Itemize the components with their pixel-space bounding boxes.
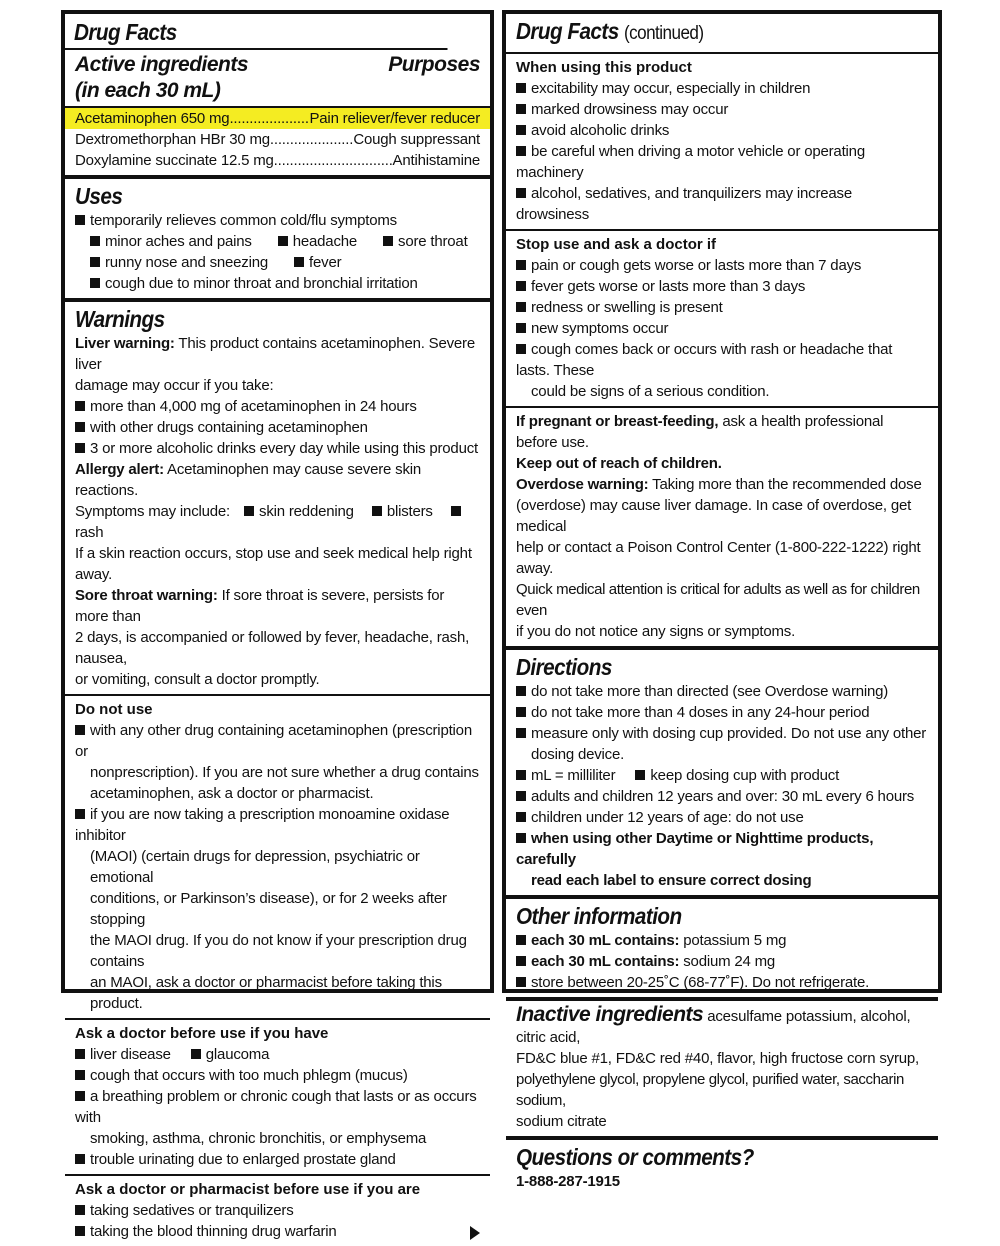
stop-use-item: could be signs of a serious condition. bbox=[531, 383, 770, 400]
bullet-icon bbox=[75, 1070, 85, 1080]
purposes-heading: Purposes bbox=[388, 53, 480, 76]
do-not-use-item: the MAOI drug. If you do not know if your prescription drug contains bbox=[90, 932, 467, 970]
inactive-ingredients-section bbox=[506, 1001, 938, 1140]
sore-throat-text: or vomiting, consult a doctor promptly. bbox=[75, 671, 320, 688]
bullet-icon bbox=[75, 725, 85, 735]
other-info-text: store between 20-25˚C (68-77˚F). Do not refrigerate. bbox=[531, 974, 870, 991]
direction-item: when using other Daytime or Nighttime products, carefully bbox=[516, 830, 874, 868]
stop-use-item: cough comes back or occurs with rash or headache that lasts. These bbox=[516, 341, 893, 379]
stop-use-item: redness or swelling is present bbox=[531, 299, 723, 316]
ask-doctor-item: cough that occurs with too much phlegm (mucus) bbox=[90, 1067, 408, 1084]
ask-pharmacist-item: taking sedatives or tranquilizers bbox=[90, 1202, 294, 1219]
phone-number: 1-888-287-1915 bbox=[516, 1173, 620, 1190]
do-not-use-item: nonprescription). If you are not sure whether a drug contains bbox=[90, 764, 479, 781]
use-item: fever bbox=[309, 254, 342, 271]
active-ingredients-heading: Active ingredients bbox=[75, 53, 249, 76]
uses-intro: temporarily relieves common cold/flu symptoms bbox=[90, 212, 397, 229]
other-info-label: each 30 mL contains: bbox=[531, 932, 680, 949]
bullet-icon bbox=[635, 770, 645, 780]
other-information-title: Other information bbox=[516, 903, 682, 929]
inactive-ingredients-text: polyethylene glycol, propylene glycol, purified water, saccharin sodium, bbox=[516, 1071, 904, 1109]
ingredient-row bbox=[75, 129, 480, 150]
questions-section bbox=[506, 1140, 938, 1196]
bullet-icon bbox=[90, 236, 100, 246]
ingredient-purpose: Pain reliever/fever reducer bbox=[309, 110, 480, 127]
continued-label: (continued) bbox=[623, 23, 704, 44]
bullet-icon bbox=[516, 188, 526, 198]
bullet-icon bbox=[516, 707, 526, 717]
bullet-icon bbox=[294, 257, 304, 267]
bullet-icon bbox=[516, 323, 526, 333]
questions-title: Questions or comments? bbox=[516, 1144, 754, 1170]
bullet-icon bbox=[516, 344, 526, 354]
directions-title: Directions bbox=[516, 654, 612, 680]
stop-use-section bbox=[506, 231, 938, 408]
active-ingredients-subheading: (in each 30 mL) bbox=[75, 79, 221, 102]
ask-pharmacist-section bbox=[65, 1174, 490, 1246]
drug-facts-panel-right bbox=[502, 10, 942, 1190]
direction-item: keep dosing cup with product bbox=[650, 767, 840, 784]
bullet-icon bbox=[516, 791, 526, 801]
use-item: headache bbox=[292, 233, 358, 250]
inactive-ingredients-text: acesulfame potassium, alcohol, citric acid, bbox=[516, 1008, 911, 1046]
uses-title: Uses bbox=[75, 183, 123, 209]
do-not-use-item: an MAOI, ask a doctor or pharmacist before taking this product. bbox=[90, 974, 442, 1012]
symptom-item: rash bbox=[75, 524, 104, 541]
stop-use-title: Stop use and ask a doctor if bbox=[516, 236, 717, 253]
direction-item: read each label to ensure correct dosing bbox=[531, 872, 812, 889]
bullet-icon bbox=[75, 422, 85, 432]
do-not-use-title: Do not use bbox=[75, 701, 153, 718]
direction-item: do not take more than 4 doses in any 24-hour period bbox=[531, 704, 870, 721]
when-using-item: excitability may occur, especially in children bbox=[531, 80, 811, 97]
bullet-icon bbox=[372, 506, 382, 516]
bullet-icon bbox=[516, 770, 526, 780]
do-not-use-item: acetaminophen, ask a doctor or pharmacist. bbox=[90, 785, 374, 802]
pregnant-text: ask a health professional before use. bbox=[516, 413, 884, 451]
use-item: minor aches and pains bbox=[105, 233, 252, 250]
bullet-icon bbox=[90, 257, 100, 267]
when-using-section bbox=[506, 54, 938, 231]
do-not-use-item: (MAOI) (certain drugs for depression, psychiatric or emotional bbox=[90, 848, 420, 886]
bullet-icon bbox=[516, 83, 526, 93]
bullet-icon bbox=[516, 281, 526, 291]
right-title-section bbox=[506, 14, 938, 54]
direction-item: do not take more than directed (see Overdose warning) bbox=[531, 683, 889, 700]
uses-section bbox=[65, 179, 490, 302]
allergy-alert-text: Acetaminophen may cause severe skin reactions. bbox=[75, 461, 422, 499]
continue-arrow-icon bbox=[470, 1226, 480, 1240]
bullet-icon bbox=[191, 1049, 201, 1059]
inactive-ingredients-text: FD&C blue #1, FD&C red #40, flavor, high fructose corn syrup, bbox=[516, 1050, 919, 1067]
do-not-use-item: if you are now taking a prescription monoamine oxidase inhibitor bbox=[75, 806, 450, 844]
other-info-text: potassium 5 mg bbox=[679, 932, 787, 949]
bullet-icon bbox=[516, 260, 526, 270]
ingredient-row bbox=[65, 108, 490, 129]
bullet-icon bbox=[75, 1226, 85, 1236]
other-info-text: sodium 24 mg bbox=[679, 953, 776, 970]
ingredient-purpose: Cough suppressant bbox=[353, 131, 480, 148]
bullet-icon bbox=[516, 812, 526, 822]
ask-pharmacist-title: Ask a doctor or pharmacist before use if you are bbox=[75, 1181, 421, 1198]
bullet-icon bbox=[75, 1154, 85, 1164]
direction-item: dosing device. bbox=[531, 746, 625, 763]
bullet-icon bbox=[516, 146, 526, 156]
sore-throat-text: 2 days, is accompanied or followed by fever, headache, rash, nausea, bbox=[75, 629, 470, 667]
inactive-ingredients-text: sodium citrate bbox=[516, 1113, 607, 1130]
symptom-item: blisters bbox=[386, 503, 433, 520]
overdose-warning-text: Taking more than the recommended dose bbox=[648, 476, 922, 493]
direction-item: children under 12 years of age: do not use bbox=[531, 809, 804, 826]
bullet-icon bbox=[75, 1205, 85, 1215]
sore-throat-label: Sore throat warning: bbox=[75, 587, 218, 604]
bullet-icon bbox=[75, 1091, 85, 1101]
overdose-warning-text: (overdose) may cause liver damage. In case of overdose, get medical bbox=[516, 497, 912, 535]
liver-warning-label: Liver warning: bbox=[75, 335, 175, 352]
keep-out-of-reach: Keep out of reach of children. bbox=[516, 455, 722, 472]
bullet-icon bbox=[383, 236, 393, 246]
when-using-item: alcohol, sedatives, and tranquilizers may increase drowsiness bbox=[516, 185, 853, 223]
stop-use-item: pain or cough gets worse or lasts more than 7 days bbox=[531, 257, 862, 274]
bullet-icon bbox=[516, 833, 526, 843]
other-information-section bbox=[506, 899, 938, 1001]
overdose-warning-text: Quick medical attention is critical for adults as well as for children even bbox=[516, 581, 920, 619]
inactive-ingredients-title: Inactive ingredients bbox=[516, 1003, 704, 1026]
ingredient-row bbox=[75, 150, 480, 171]
warnings-title: Warnings bbox=[75, 306, 165, 332]
ask-doctor-item: smoking, asthma, chronic bronchitis, or emphysema bbox=[90, 1130, 427, 1147]
bullet-icon bbox=[75, 1049, 85, 1059]
ask-doctor-item: trouble urinating due to enlarged prostate gland bbox=[90, 1151, 396, 1168]
when-using-item: avoid alcoholic drinks bbox=[531, 122, 670, 139]
bullet-icon bbox=[516, 302, 526, 312]
skin-reaction-text: If a skin reaction occurs, stop use and seek medical help right away. bbox=[75, 545, 472, 583]
stop-use-item: fever gets worse or lasts more than 3 days bbox=[531, 278, 806, 295]
ask-pharmacist-item: taking the blood thinning drug warfarin bbox=[90, 1223, 337, 1240]
warning-item: with other drugs containing acetaminophen bbox=[90, 419, 368, 436]
overdose-warning-text: if you do not notice any signs or symptoms. bbox=[516, 623, 796, 640]
ask-doctor-title: Ask a doctor before use if you have bbox=[75, 1025, 329, 1042]
do-not-use-item: conditions, or Parkinson’s disease), or for 2 weeks after stopping bbox=[90, 890, 447, 928]
bullet-icon bbox=[278, 236, 288, 246]
bullet-icon bbox=[516, 125, 526, 135]
when-using-item: marked drowsiness may occur bbox=[531, 101, 729, 118]
allergy-alert-label: Allergy alert: bbox=[75, 461, 164, 478]
bullet-icon bbox=[451, 506, 461, 516]
bullet-icon bbox=[75, 401, 85, 411]
bullet-icon bbox=[244, 506, 254, 516]
use-item: cough due to minor throat and bronchial irritation bbox=[105, 275, 418, 292]
active-ingredients-section bbox=[65, 14, 490, 179]
when-using-title: When using this product bbox=[516, 59, 692, 76]
symptom-item: skin reddening bbox=[259, 503, 354, 520]
bullet-icon bbox=[516, 104, 526, 114]
sore-throat-text: If sore throat is severe, persists for more than bbox=[75, 587, 445, 625]
bullet-icon bbox=[75, 809, 85, 819]
bullet-icon bbox=[516, 977, 526, 987]
symptoms-intro: Symptoms may include: bbox=[75, 503, 231, 520]
bullet-icon bbox=[516, 935, 526, 945]
drug-facts-panel-left bbox=[61, 10, 494, 1240]
bullet-icon bbox=[75, 215, 85, 225]
ask-doctor-section bbox=[65, 1018, 490, 1174]
bullet-icon bbox=[90, 278, 100, 288]
liver-warning-text: damage may occur if you take: bbox=[75, 377, 274, 394]
when-using-item: be careful when driving a motor vehicle or operating machinery bbox=[516, 143, 865, 181]
directions-section bbox=[506, 650, 938, 899]
do-not-use-item: with any other drug containing acetaminophen (prescription or bbox=[75, 722, 472, 760]
stop-use-item: new symptoms occur bbox=[531, 320, 669, 337]
pregnant-label: If pregnant or breast-feeding, bbox=[516, 413, 719, 430]
ingredient-name: Acetaminophen 650 mg bbox=[75, 110, 230, 127]
ask-doctor-item: a breathing problem or chronic cough that lasts or as occurs with bbox=[75, 1088, 477, 1126]
ask-doctor-item: glaucoma bbox=[205, 1046, 270, 1063]
bullet-icon bbox=[75, 443, 85, 453]
do-not-use-section bbox=[65, 694, 490, 1018]
warning-item: 3 or more alcoholic drinks every day while using this product bbox=[90, 440, 478, 457]
warnings-section bbox=[65, 302, 490, 694]
direction-item: mL = milliliter bbox=[531, 767, 616, 784]
ask-doctor-item: liver disease bbox=[90, 1046, 171, 1063]
other-info-label: each 30 mL contains: bbox=[531, 953, 680, 970]
bullet-icon bbox=[516, 686, 526, 696]
bullet-icon bbox=[516, 956, 526, 966]
direction-item: adults and children 12 years and over: 30 mL every 6 hours bbox=[531, 788, 915, 805]
overdose-warning-label: Overdose warning: bbox=[516, 476, 649, 493]
liver-warning-text: This product contains acetaminophen. Severe liver bbox=[75, 335, 475, 373]
ingredient-name: Dextromethorphan HBr 30 mg bbox=[75, 131, 270, 148]
drug-facts-title: Drug Facts bbox=[65, 18, 448, 50]
direction-item: measure only with dosing cup provided. Do not use any other bbox=[531, 725, 927, 742]
use-item: runny nose and sneezing bbox=[105, 254, 269, 271]
overdose-warning-text: help or contact a Poison Control Center (1-800-222-1222) right away. bbox=[516, 539, 921, 577]
ingredient-purpose: Antihistamine bbox=[392, 152, 480, 169]
drug-facts-title: Drug Facts bbox=[516, 18, 619, 44]
use-item: sore throat bbox=[398, 233, 468, 250]
ingredient-name: Doxylamine succinate 12.5 mg bbox=[75, 152, 274, 169]
pregnancy-overdose-section bbox=[506, 408, 938, 650]
warning-item: more than 4,000 mg of acetaminophen in 24 hours bbox=[90, 398, 417, 415]
bullet-icon bbox=[516, 728, 526, 738]
